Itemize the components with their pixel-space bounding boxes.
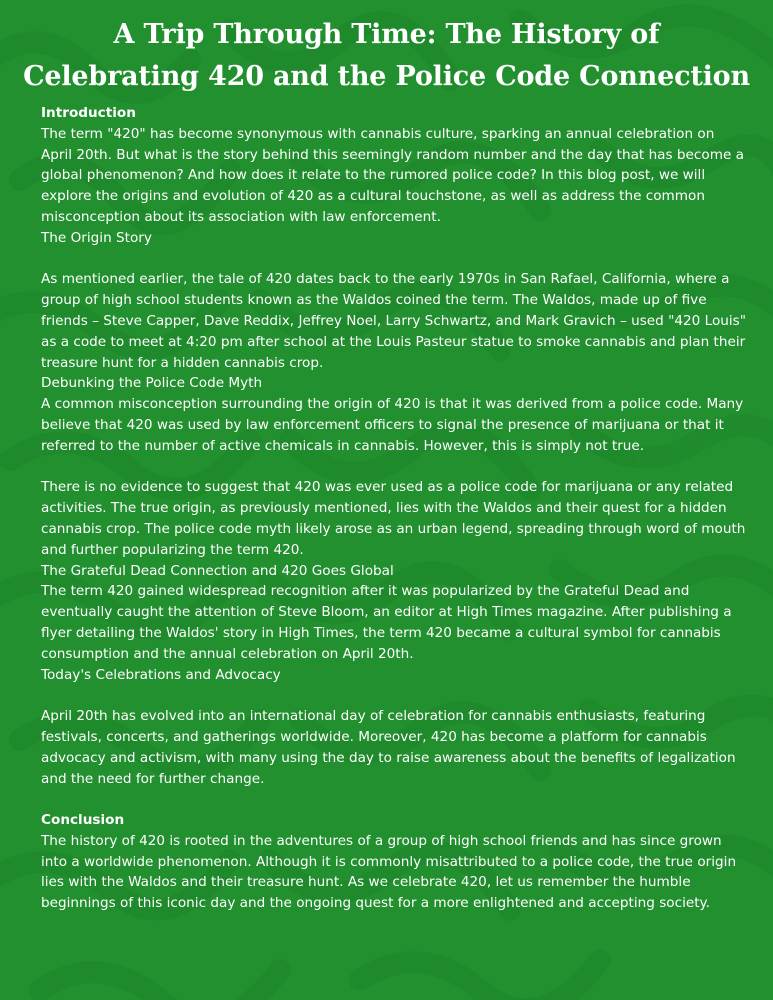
title-line-2: Celebrating 420 and the Police Code Connection — [23, 61, 750, 92]
grateful-dead-heading: The Grateful Dead Connection and 420 Goes Global — [41, 562, 394, 579]
myth-paragraph-2: There is no evidence to suggest that 420 was ever used as a police code for marijuana or any related activities. The true origin, as previously mentioned, lies with the Waldos and their quest for a hidden cannabis crop. The police code myth likely arose as an urban legend, spreading through word of mouth and further popularizing the term 420. — [41, 479, 746, 558]
intro-paragraph: The term "420" has become synonymous with cannabis culture, sparking an annual celebration on April 20th. But what is the story behind this seemingly random number and the day that has become a global phenomenon? And how does it relate to the rumored police code? In this blog post, we will explore the origins and evolution of 420 as a cultural touchstone, as well as address the common misconception about its association with law enforcement. — [41, 125, 744, 225]
myth-heading: Debunking the Police Code Myth — [41, 375, 263, 392]
title-line-1: A Trip Through Time: The History of — [113, 19, 660, 50]
today-paragraph: April 20th has evolved into an international day of celebration for cannabis enthusiasts, featuring festivals, concerts, and gatherings worldwide. Moreover, 420 has become a platform for cannabis advocacy and activism, with many using the day to raise awareness about the benefits of legalization and the need for further change. — [41, 708, 736, 787]
origin-heading: The Origin Story — [41, 229, 152, 246]
conclusion-paragraph: The history of 420 is rooted in the adventures of a group of high school friends and has since grown into a worldwide phenomenon. Although it is commonly misattributed to a police code, the true origin lies with the Waldos and their treasure hunt. As we celebrate 420, let us remember the humble beginnings of this iconic day and the ongoing quest for a more enlightened and accepting society. — [41, 832, 737, 912]
page-title — [0, 0, 773, 98]
grateful-dead-paragraph: The term 420 gained widespread recognition after it was popularized by the Grateful Dead and eventually caught the attention of Steve Bloom, an editor at High Times magazine. After publishing a flyer detailing the Waldos' story in High Times, the term 420 became a cultural symbol for cannabis consumption and the annual celebration on April 20th. — [41, 583, 732, 662]
conclusion-heading: Conclusion — [41, 812, 125, 829]
article-body — [41, 103, 746, 914]
myth-paragraph-1: A common misconception surrounding the origin of 420 is that it was derived from a police code. Many believe that 420 was used by law enforcement officers to signal the presence of marijuana or that it referred to the number of active chemicals in cannabis. However, this is simply not true. — [41, 396, 744, 454]
today-heading: Today's Celebrations and Advocacy — [41, 666, 281, 683]
origin-paragraph: As mentioned earlier, the tale of 420 dates back to the early 1970s in San Rafael, California, where a group of high school students known as the Waldos coined the term. The Waldos, made up of five friends – Steve Capper, Dave Reddix, Jeffrey Noel, Larry Schwartz, and Mark Gravich – used "420 Louis" as a code to meet at 4:20 pm after school at the Louis Pasteur statue to smoke cannabis and plan their treasure hunt for a hidden cannabis crop. — [41, 271, 746, 371]
intro-heading: Introduction — [41, 105, 136, 121]
